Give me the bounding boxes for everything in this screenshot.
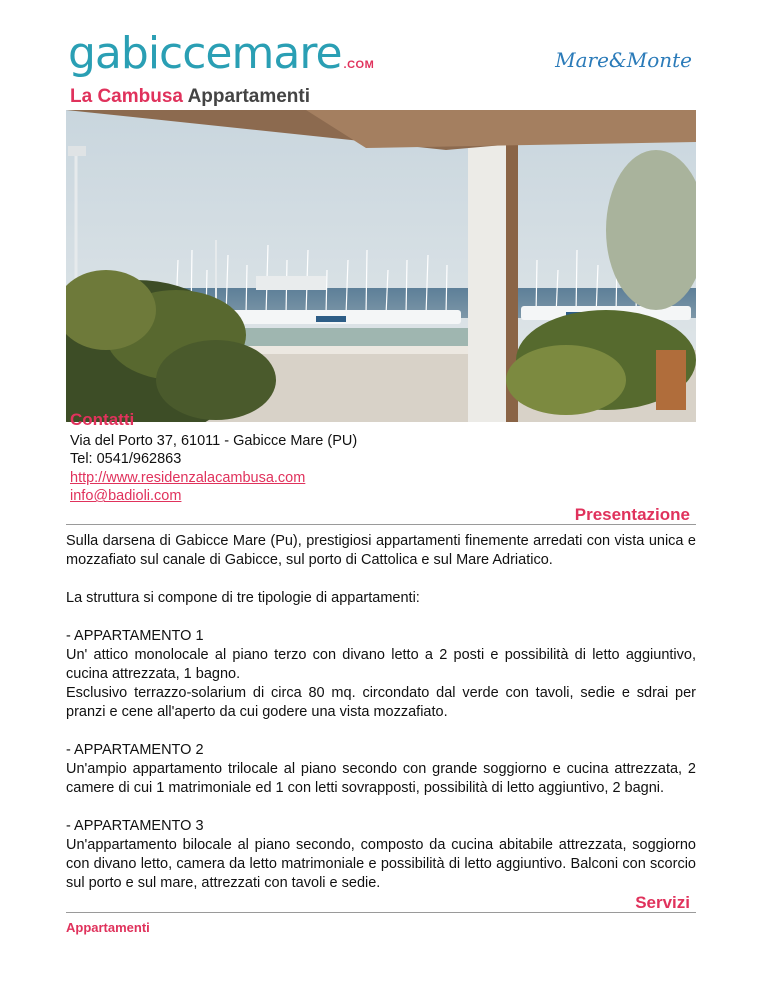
title-name: La Cambusa: [70, 86, 183, 107]
paragraph-structure: La struttura si compone di tre tipologie di appartamenti:: [66, 590, 420, 606]
contact-block: [70, 432, 357, 506]
phone-text: Tel: 0541/962863: [70, 451, 182, 468]
page-title: [70, 86, 310, 108]
servizi-heading: Servizi: [635, 893, 690, 912]
harbor-photo: [66, 110, 696, 422]
paragraph-apartment-2: - APPARTAMENTO 2 Un'ampio appartamento trilocale al piano secondo con grande soggiorno e cucina attrezzata, 2 camere di cui 1 matrimoniale ed 1 con letti sovrapposti, possibilità di letto aggiuntivo, 2 bagni.: [66, 742, 696, 796]
logo-text: gabiccemare: [68, 28, 342, 79]
presentazione-body: [66, 532, 696, 893]
gabiccemare-logo[interactable]: [68, 28, 374, 80]
contatti-heading: Contatti: [70, 410, 135, 429]
title-suffix: Appartamenti: [187, 86, 311, 107]
paragraph-intro: Sulla darsena di Gabicce Mare (Pu), prestigiosi appartamenti finemente arredati con vista unica e mozzafiato sul canale di Gabicce, sul porto di Cattolica e sul Mare Adriatico.: [66, 533, 696, 568]
paragraph-apartment-3: - APPARTAMENTO 3 Un'appartamento bilocale al piano secondo, composto da cucina abitabile attrezzata, soggiorno con divano letto, camera da letto matrimoniale e possibilità di letto aggiuntivo. Balconi con scorcio sul porto e sul mare, attrezzati con tavoli e sedie.: [66, 818, 696, 891]
email-link[interactable]: info@badioli.com: [70, 488, 182, 505]
presentazione-heading: Presentazione: [574, 505, 690, 524]
website-link[interactable]: http://www.residenzalacambusa.com: [70, 469, 306, 486]
logo-tld: .COM: [343, 59, 375, 71]
divider: [66, 524, 696, 525]
paragraph-apartment-1: - APPARTAMENTO 1 Un' attico monolocale al piano terzo con divano letto a 2 posti e possibilità di letto aggiuntivo, cucina attrezzata, 1 bagno. Esclusivo terrazzo-solarium di circa 80 mq. circondato dal verde con tavoli, sedie e sdrai per pranzi e cene all'aperto da cui godere una vista mozzafiato.: [66, 628, 696, 720]
mare-monte-logo[interactable]: Mare&Monte: [555, 48, 692, 72]
servizi-subheading: Appartamenti: [66, 920, 150, 935]
divider: [66, 912, 696, 913]
address-text: Via del Porto 37, 61011 - Gabicce Mare (PU): [70, 433, 358, 449]
